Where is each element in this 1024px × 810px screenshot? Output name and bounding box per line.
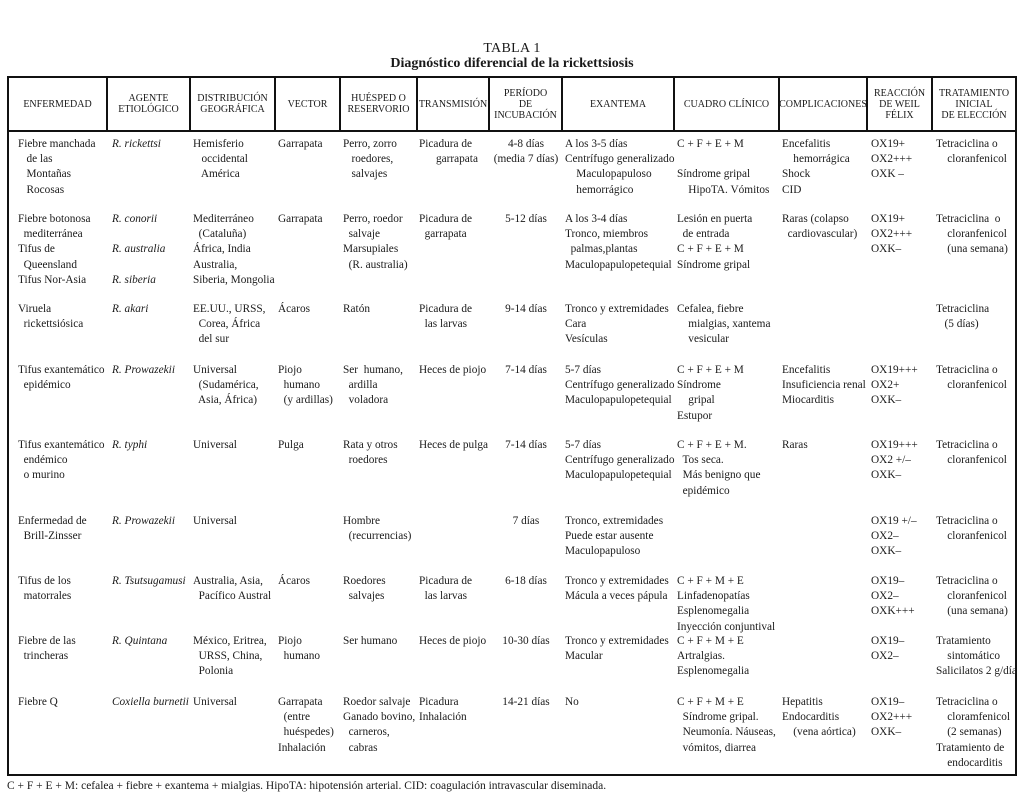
cell-exantema: Tronco y extremidades Mácula a veces pápula	[565, 575, 669, 603]
cell-incubacion: 6-18 días	[505, 575, 547, 587]
cell-huesped: Hombre (recurrencias)	[343, 515, 412, 543]
cell-huesped: Rata y otros roedores	[343, 439, 398, 467]
header-weil-felix: REACCIÓN DE WEIL FÉLIX	[868, 78, 933, 130]
cell-distribucion: Universal (Sudamérica, Asia, África)	[193, 364, 259, 407]
cell-huesped: Ratón	[343, 303, 370, 315]
header-huesped: HUÉSPED O RESERVORIO	[341, 78, 418, 130]
cell-vector: Pulga	[278, 439, 304, 451]
table-number: TABLA 1	[483, 41, 541, 56]
cell-incubacion: 7-14 días	[505, 439, 547, 451]
cell-agente: R. akari	[112, 303, 149, 315]
cell-cuadro: C + F + M + E Síndrome gripal. Neumonía. Náuseas, vómitos, diarrea	[677, 696, 776, 754]
cell-weil: OX19+ OX2+++ OXK–	[871, 213, 913, 256]
cell-complicaciones: Raras	[782, 439, 808, 451]
cell-incubacion: 10-30 días	[502, 635, 550, 647]
cell-distribucion: Mediterráneo (Cataluña) África, India Australia, Siberia, Mongolia	[193, 213, 275, 286]
cell-enfermedad: Tifus de los matorrales	[18, 575, 72, 603]
cell-transmision: Heces de piojo	[419, 635, 487, 647]
cell-tratamiento: Tratamiento sintomático Salicilatos 2 g/día	[936, 635, 1017, 678]
cell-distribucion: Hemisferio occidental América	[193, 138, 248, 181]
cell-agente: R. rickettsi	[112, 138, 161, 150]
cell-exantema: A los 3-5 días Centrífugo generalizado Maculopapuloso hemorrágico	[565, 138, 675, 196]
cell-enfermedad: Viruela rickettsiósica	[18, 303, 84, 331]
cell-vector: Ácaros	[278, 303, 310, 315]
cell-vector: Garrapata	[278, 138, 323, 150]
cell-weil: OX19– OX2+++ OXK–	[871, 696, 913, 739]
header-vector: VECTOR	[276, 78, 341, 130]
cell-transmision: Picadura Inhalación	[419, 696, 467, 724]
cell-incubacion: 7-14 días	[505, 364, 547, 376]
cell-cuadro: Cefalea, fiebre mialgias, xantema vesicular	[677, 303, 771, 346]
header-cuadro-clinico: CUADRO CLÍNICO	[675, 78, 780, 130]
header-enfermedad: ENFERMEDAD	[9, 78, 108, 130]
header-distribucion: DISTRIBUCIÓN GEOGRÁFICA	[191, 78, 276, 130]
cell-distribucion: Universal	[193, 515, 237, 527]
cell-incubacion: 9-14 días	[505, 303, 547, 315]
cell-enfermedad: Fiebre manchada de las Montañas Rocosas	[18, 138, 96, 196]
cell-exantema: 5-7 días Centrífugo generalizado Maculopapulopetequial	[565, 439, 675, 482]
cell-weil: OX19+++ OX2 +/– OXK–	[871, 439, 918, 482]
cell-enfermedad: Fiebre de las trincheras	[18, 635, 76, 663]
cell-complicaciones: Encefalitis Insuficiencia renal Miocarditis	[782, 364, 866, 407]
cell-huesped: Perro, zorro roedores, salvajes	[343, 138, 397, 181]
cell-exantema: A los 3-4 días Tronco, miembros palmas,plantas Maculopapulopetequial	[565, 213, 672, 271]
cell-cuadro: C + F + E + M Síndrome gripal Estupor	[677, 364, 744, 422]
cell-weil: OX19+++ OX2+ OXK–	[871, 364, 918, 407]
cell-agente: R. conorii R. australia R. siberia	[112, 213, 166, 286]
cell-distribucion: Universal	[193, 439, 237, 451]
cell-vector: Ácaros	[278, 575, 310, 587]
cell-vector: Garrapata (entre huéspedes) Inhalación	[278, 696, 334, 754]
cell-exantema: Tronco y extremidades Macular	[565, 635, 669, 663]
cell-weil: OX19– OX2– OXK+++	[871, 575, 915, 618]
cell-enfermedad: Tifus exantemático endémico o murino	[18, 439, 105, 482]
cell-cuadro: C + F + E + M. Tos seca. Más benigno que epidémico	[677, 439, 761, 497]
cell-huesped: Ser humano, ardilla voladora	[343, 364, 403, 407]
cell-huesped: Roedores salvajes	[343, 575, 386, 603]
differential-diagnosis-table	[7, 76, 1017, 776]
table-footnote: C + F + E + M: cefalea + fiebre + exantema + mialgias. HipoTA: hipotensión arterial. CID: coagulación intravascular diseminada.	[7, 780, 607, 792]
cell-weil: OX19– OX2–	[871, 635, 905, 663]
cell-distribucion: EE.UU., URSS, Corea, África del sur	[193, 303, 266, 346]
cell-enfermedad: Fiebre Q	[18, 696, 58, 708]
cell-tratamiento: Tetraciclina (5 días)	[936, 303, 990, 331]
cell-complicaciones: Encefalitis hemorrágica Shock CID	[782, 138, 850, 196]
header-tratamiento: TRATAMIENTO INICIAL DE ELECCIÓN	[938, 87, 1010, 121]
cell-tratamiento: Tetraciclina o cloranfenicol	[936, 138, 1007, 166]
cell-huesped: Ser humano	[343, 635, 398, 647]
cell-cuadro: Lesión en puerta de entrada C + F + E + M Síndrome gripal	[677, 213, 753, 271]
cell-cuadro: C + F + E + M Síndrome gripal HipoTA. Vómitos	[677, 138, 770, 196]
cell-complicaciones: Raras (colapso cardiovascular)	[782, 213, 858, 241]
cell-tratamiento: Tetraciclina o cloranfenicol (una semana)	[936, 575, 1008, 618]
cell-cuadro: C + F + M + E Artralgias. Esplenomegalia	[677, 635, 750, 678]
cell-incubacion: 14-21 días	[502, 696, 550, 708]
header-complicaciones: COMPLICACIONES	[780, 78, 868, 130]
cell-enfermedad: Enfermedad de Brill-Zinsser	[18, 515, 87, 543]
cell-transmision: Picadura de garrapata	[419, 138, 478, 166]
cell-huesped: Perro, roedor salvaje Marsupiales (R. australia)	[343, 213, 408, 271]
cell-tratamiento: Tetraciclina o cloranfenicol	[936, 364, 1007, 392]
table-title: Diagnóstico diferencial de la rickettsiosis	[390, 56, 634, 71]
cell-enfermedad: Tifus exantemático epidémico	[18, 364, 105, 392]
header-exantema: EXANTEMA	[563, 78, 675, 130]
cell-agente: R. Quintana	[112, 635, 168, 647]
cell-complicaciones: Hepatitis Endocarditis (vena aórtica)	[782, 696, 856, 739]
cell-tratamiento: Tetraciclina o cloramfenicol (2 semanas) Tratamiento de endocarditis	[936, 696, 1011, 769]
cell-transmision: Picadura de garrapata	[419, 213, 473, 241]
cell-transmision: Heces de pulga	[419, 439, 489, 451]
header-agente: AGENTE ETIOLÓGICO	[108, 78, 191, 130]
cell-exantema: 5-7 días Centrífugo generalizado Maculopapulopetequial	[565, 364, 675, 407]
cell-vector: Garrapata	[278, 213, 323, 225]
cell-weil: OX19 +/– OX2– OXK–	[871, 515, 917, 558]
cell-incubacion: 5-12 días	[505, 213, 547, 225]
cell-agente: R. Prowazekii	[112, 364, 175, 376]
cell-enfermedad: Fiebre botonosa mediterránea Tifus de Queensland Tifus Nor-Asia	[18, 213, 91, 286]
cell-transmision: Picadura de las larvas	[419, 303, 473, 331]
cell-agente: R. Tsutsugamusi	[112, 575, 186, 587]
header-incubacion: PERÍODO DE INCUBACIÓN	[490, 78, 563, 130]
cell-agente: Coxiella burnetii	[112, 696, 189, 708]
header-transmision: TRANSMISIÓN	[418, 78, 490, 130]
cell-huesped: Roedor salvaje Ganado bovino, carneros, cabras	[343, 696, 416, 754]
cell-weil: OX19+ OX2+++ OXK –	[871, 138, 913, 181]
table-header	[9, 78, 1015, 132]
cell-transmision: Heces de piojo	[419, 364, 487, 376]
cell-exantema: Tronco y extremidades Cara Vesículas	[565, 303, 669, 346]
cell-exantema: No	[565, 696, 579, 708]
cell-distribucion: México, Eritrea, URSS, China, Polonia	[193, 635, 267, 678]
cell-tratamiento: Tetraciclina o cloranfenicol	[936, 439, 1007, 467]
cell-incubacion: 7 días	[512, 515, 540, 527]
cell-tratamiento: Tetraciclina o cloranfenicol	[936, 515, 1007, 543]
cell-vector: Piojo humano (y ardillas)	[278, 364, 333, 407]
cell-distribucion: Universal	[193, 696, 237, 708]
cell-transmision: Picadura de las larvas	[419, 575, 473, 603]
cell-incubacion: 4-8 días (media 7 días)	[493, 138, 559, 166]
cell-agente: R. typhi	[112, 439, 148, 451]
cell-exantema: Tronco, extremidades Puede estar ausente Maculopapuloso	[565, 515, 664, 558]
cell-agente: R. Prowazekii	[112, 515, 175, 527]
cell-distribucion: Australia, Asia, Pacífico Austral	[193, 575, 272, 603]
cell-tratamiento: Tetraciclina o cloranfenicol (una semana)	[936, 213, 1008, 256]
cell-cuadro: C + F + M + E Linfadenopatías Esplenomegalia Inyección conjuntival	[677, 575, 776, 633]
cell-vector: Piojo humano	[278, 635, 321, 663]
